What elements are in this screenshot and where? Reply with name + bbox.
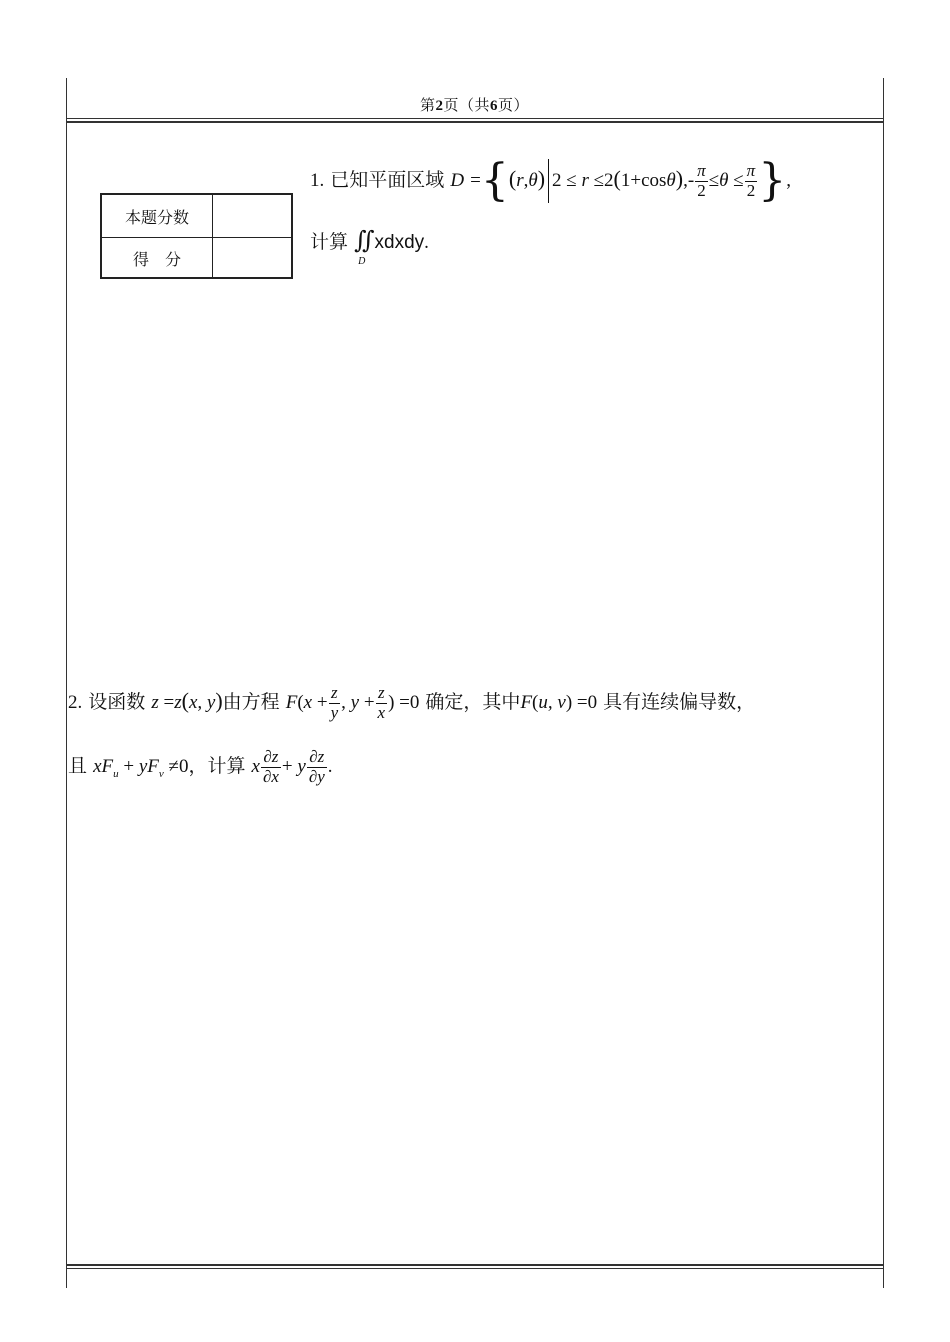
- page-number: 2: [435, 98, 444, 114]
- double-integral: ∬ D: [354, 226, 375, 267]
- question-2-number: 2.: [68, 692, 83, 714]
- score-value-cell[interactable]: [213, 195, 291, 237]
- header-rule-top: [66, 118, 883, 119]
- header-rule-bottom: [66, 121, 883, 123]
- score-row-total: [102, 195, 291, 238]
- footer-rule-bottom: [66, 1268, 883, 1269]
- footer-rule-top: [66, 1264, 883, 1266]
- left-border: [66, 78, 67, 1288]
- question-1-number: 1.: [310, 170, 325, 191]
- page-header: 第2页（共6页）: [419, 96, 530, 114]
- right-border: [883, 78, 884, 1288]
- earned-value-cell[interactable]: [213, 237, 291, 279]
- question-1-intro: 已知平面区域: [330, 169, 445, 191]
- question-1-compute: 计算 ∬ D xdxdy.: [310, 226, 429, 267]
- question-1-statement: 1. 已知平面区域 D ={(r,θ) 2 ≤ r ≤2(1+cosθ),- $\frac{\pi}{2}$ ≤θ ≤ $\frac{\pi}{2}$ },: [310, 155, 791, 206]
- score-label: 本题分数: [102, 195, 213, 237]
- page-total: 6: [490, 98, 498, 114]
- question-2-compute: 且 $xF_u + yF_v \ne 0$，计算 x $\frac{\partial z}{\partial x}$ + y $\frac{\partial z}{\partial y}$ .: [68, 747, 333, 786]
- score-table: [100, 193, 293, 279]
- score-row-earned: [102, 237, 291, 279]
- earned-label: 得 分: [102, 237, 213, 279]
- question-2-statement: 2. 设函数 z =z(x, y)由方程 F(x + $\frac{z}{y}$ , y + $\frac{z}{x}$ ) =0 确定，其中F(u, v) =0 具有连续偏导数，: [68, 683, 756, 722]
- integrand: xdxdy: [374, 232, 425, 253]
